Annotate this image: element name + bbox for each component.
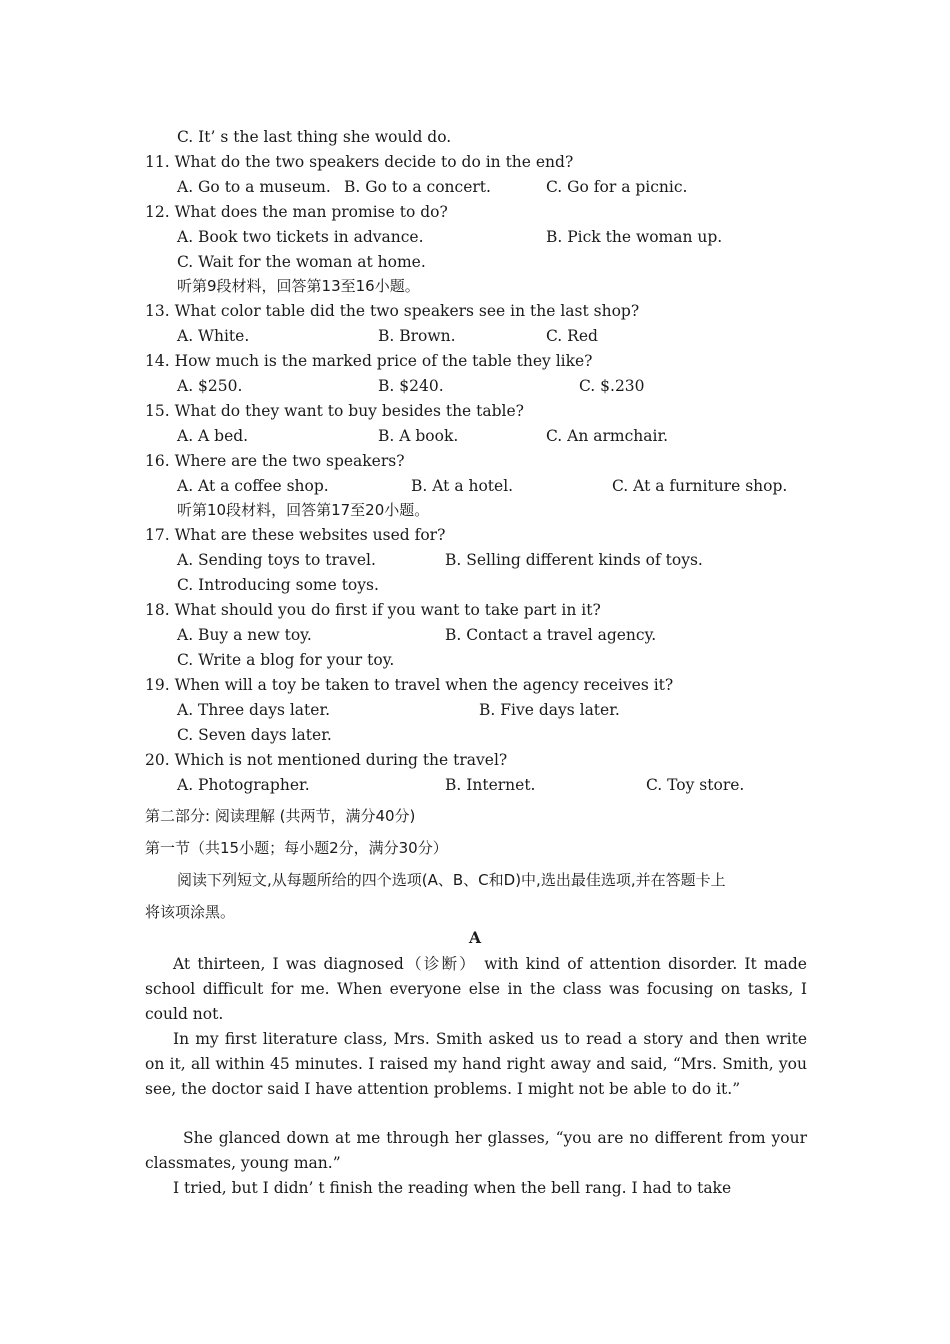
section-1-heading: 第一节（共15小题；每小题2分，满分30分）: [145, 839, 448, 857]
q17-option-c: C. Introducing some toys.: [177, 576, 379, 594]
q12-option-b: B. Pick the woman up.: [546, 228, 723, 246]
q20-option-b: B. Internet.: [445, 776, 536, 794]
q13-option-c: C. Red: [546, 327, 598, 345]
q13-stem: 13. What color table did the two speakers see in the last shop?: [145, 302, 640, 320]
q20-option-c: C. Toy store.: [646, 776, 745, 794]
q20-option-a: A. Photographer.: [177, 776, 310, 794]
section-10-heading: 听第10段材料，回答第17至20小题。: [177, 501, 430, 519]
q13-option-b: B. Brown.: [378, 327, 456, 345]
q18-option-c: C. Write a blog for your toy.: [177, 651, 395, 669]
q14-option-a: A. $250.: [177, 377, 243, 395]
q16-option-c: C. At a furniture shop.: [612, 477, 788, 495]
q11-stem: 11. What do the two speakers decide to do in the end?: [145, 153, 574, 171]
q18-option-a: A. Buy a new toy.: [177, 626, 312, 644]
q18-stem: 18. What should you do first if you want to take part in it?: [145, 601, 601, 619]
q19-option-c: C. Seven days later.: [177, 726, 332, 744]
q17-stem: 17. What are these websites used for?: [145, 526, 446, 544]
q19-option-a: A. Three days later.: [177, 701, 331, 719]
q16-stem: 16. Where are the two speakers?: [145, 452, 405, 470]
section-9-heading: 听第9段材料，回答第13至16小题。: [177, 277, 420, 295]
q19-option-b: B. Five days later.: [479, 701, 620, 719]
q15-stem: 15. What do they want to buy besides the table?: [145, 402, 524, 420]
q14-option-c: C. $.230: [579, 377, 645, 395]
q13-option-a: A. White.: [177, 327, 250, 345]
q16-option-b: B. At a hotel.: [411, 477, 514, 495]
q20-stem: 20. Which is not mentioned during the travel?: [145, 751, 508, 769]
q19-stem: 19. When will a toy be taken to travel when the agency receives it?: [145, 676, 674, 694]
passage-paragraph-4: I tried, but I didn’ t finish the reading when the bell rang. I had to take: [173, 1179, 732, 1197]
part-2-heading: 第二部分: 阅读理解 (共两节，满分40分): [145, 807, 416, 825]
q11-option-c: C. Go for a picnic.: [546, 178, 688, 196]
q16-option-a: A. At a coffee shop.: [177, 477, 329, 495]
q11-option-a: A. Go to a museum.: [177, 178, 331, 196]
passage-paragraph-1: At thirteen, I was diagnosed（诊断） with kind of attention disorder. It made school difficult for me. When everyone else in the class was focusing on tasks, I could not.: [145, 955, 807, 1023]
q11-option-b: B. Go to a concert.: [344, 178, 491, 196]
q14-option-b: B. $240.: [378, 377, 444, 395]
q15-option-a: A. A bed.: [177, 427, 249, 445]
passage-title: A: [468, 928, 482, 947]
q12-option-a: A. Book two tickets in advance.: [177, 228, 424, 246]
passage-paragraph-3: She glanced down at me through her glasses, “you are no different from your classmates, young man.”: [145, 1129, 807, 1172]
q12-stem: 12. What does the man promise to do?: [145, 203, 448, 221]
q15-option-b: B. A book.: [378, 427, 459, 445]
instructions-line-1: 阅读下列短文,从每题所给的四个选项(A、B、C和D)中,选出最佳选项,并在答题卡上: [177, 871, 726, 889]
q15-option-c: C. An armchair.: [546, 427, 669, 445]
q18-option-b: B. Contact a travel agency.: [445, 626, 657, 644]
q17-option-b: B. Selling different kinds of toys.: [445, 551, 703, 569]
passage-paragraph-2: In my first literature class, Mrs. Smith asked us to read a story and then write on it, all within 45 minutes. I raised my hand right away and said, “Mrs. Smith, you see, the doctor said I have attention problems. I might not be able to do it.”: [145, 1030, 807, 1098]
q14-stem: 14. How much is the marked price of the table they like?: [145, 352, 593, 370]
instructions-line-2: 将该项涂黑。: [145, 903, 236, 921]
q10-option-c: C. It’ s the last thing she would do.: [177, 128, 452, 146]
q12-option-c: C. Wait for the woman at home.: [177, 253, 426, 271]
q17-option-a: A. Sending toys to travel.: [177, 551, 376, 569]
